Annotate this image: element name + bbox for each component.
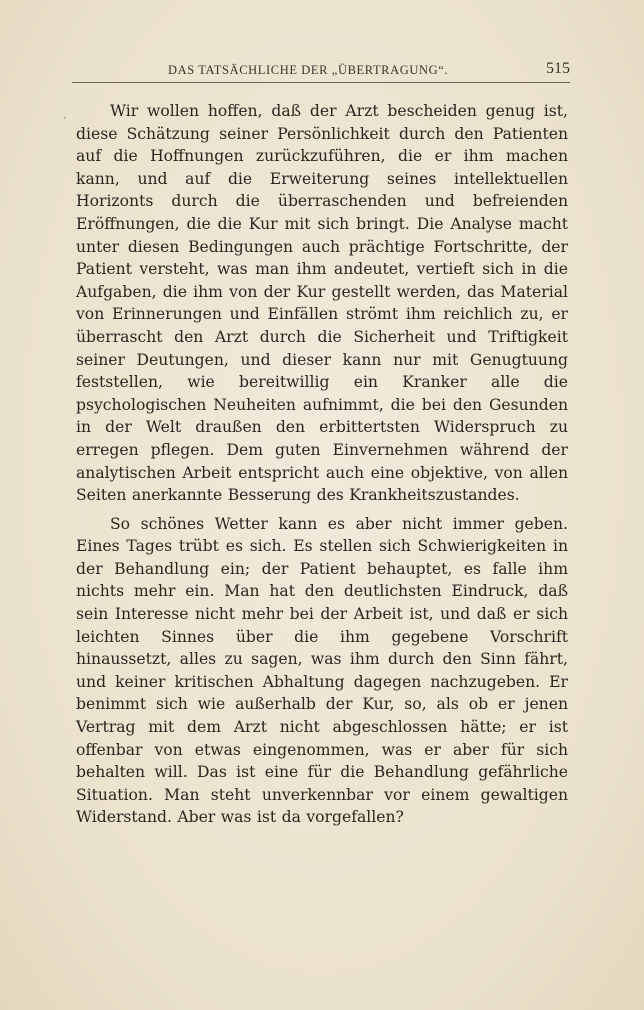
running-head: DAS TATSÄCHLICHE DER „ÜBERTRAGUNG“.: [168, 63, 449, 77]
margin-mark: ʼ: [63, 116, 67, 127]
page-number: 515: [546, 60, 570, 77]
paragraph-1: Wir wollen hoffen, daß der Arzt bescheiden genug ist, diese Schätzung seiner Persönlichkeit durch den Patienten auf die Hoffnungen zurückzuführen, die er ihm machen kann, und auf die Erweiterung seines intellektuellen Horizonts durch die überraschenden und befreienden Eröffnungen, die die Kur mit sich bringt. Die Analyse macht unter diesen Bedingungen auch prächtige Fortschritte, der Patient versteht, was man ihm andeutet, vertieft sich in die Aufgaben, die ihm von der Kur gestellt werden, das Material von Erinnerungen und Einfällen strömt ihm reichlich zu, er überrascht den Arzt durch die Sicherheit und Triftigkeit seiner Deutungen, und dieser kann nur mit Genugtuung feststellen, wie bereitwillig ein Kranker alle die psychologischen Neuheiten aufnimmt, die bei den Gesunden in der Welt draußen den erbittertsten Widerspruch zu erregen pflegen. Dem guten Einvernehmen während der analytischen Arbeit entspricht auch eine objektive, von allen Seiten anerkannte Besserung des Krankheitszustandes.: [76, 102, 568, 505]
page-header: [72, 60, 570, 83]
body-text: [76, 100, 568, 829]
paragraph-2: So schönes Wetter kann es aber nicht immer geben. Eines Tages trübt es sich. Es stellen sich Schwierigkeiten in der Behandlung ein; der Patient behauptet, es falle ihm nichts mehr ein. Man hat den deutlichsten Eindruck, daß sein Interesse nicht mehr bei der Arbeit ist, und daß er sich leichten Sinnes über die ihm gegebene Vorschrift hinaussetzt, alles zu sagen, was ihm durch den Sinn fährt, und keiner kritischen Abhaltung dagegen nachzugeben. Er benimmt sich wie außerhalb der Kur, so, als ob er jenen Vertrag mit dem Arzt nicht abgeschlossen hätte; er ist offenbar von etwas eingenommen, was er aber für sich behalten will. Das ist eine für die Behandlung gefährliche Situation. Man steht unverkennbar vor einem gewaltigen Widerstand. Aber was ist da vorgefallen?: [76, 514, 568, 827]
